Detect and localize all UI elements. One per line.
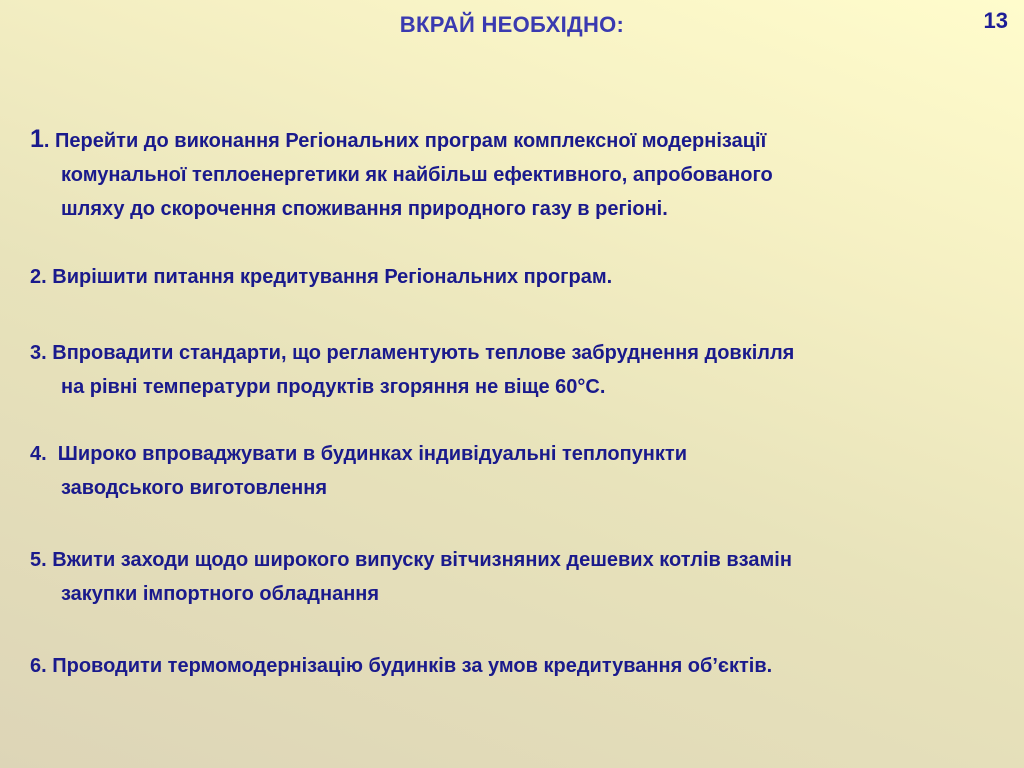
list-item-4: [30, 437, 1014, 505]
list-item-1: [30, 122, 1014, 226]
list-item-line: [30, 336, 1014, 370]
list-item-text: Вжити заходи щодо широкого випуску вітчизняних дешевих котлів взамін: [46, 549, 792, 571]
slide-number: 13: [983, 8, 1008, 33]
list-item-line: [30, 543, 1014, 577]
list-item-line: [30, 260, 1014, 294]
list-item-number: 6.: [30, 655, 47, 677]
list-item-line: шляху до скорочення споживання природного газу в регіоні.: [61, 198, 668, 220]
list-item-line: [30, 649, 1014, 683]
list-item-number: 1: [30, 125, 44, 153]
list-item-number: 5.: [30, 549, 47, 571]
list-item-3: [30, 336, 1014, 404]
list-item-text: Впровадити стандарти, що регламентують теплове забруднення довкілля: [46, 342, 795, 364]
list-item-line: на рівні температури продуктів згоряння не віще 60°С.: [61, 376, 606, 398]
list-item-2: [30, 260, 1014, 294]
list-item-6: [30, 649, 1014, 683]
list-item-text: . Перейти до виконання Регіональних програм комплексної модернізації: [43, 130, 767, 152]
list-item-line: закупки імпортного обладнання: [61, 583, 380, 605]
list-item-text: Проводити термомодернізацію будинків за умов кредитування об’єктів.: [46, 655, 773, 677]
list-item-line: комунальної теплоенергетики як найбільш ефективного, апробованого: [61, 164, 773, 186]
list-item-line: заводського виготовлення: [61, 477, 327, 499]
list-item-line: [30, 122, 1014, 158]
list-item-text: Вирішити питання кредитування Регіональних програм.: [46, 266, 613, 288]
list-item-number: 2.: [30, 266, 47, 288]
list-item-line: [30, 437, 1014, 471]
list-item-5: [30, 543, 1014, 611]
list-item-number: 3.: [30, 342, 47, 364]
list-item-number: 4.: [30, 443, 47, 465]
list-item-text: Широко впроваджувати в будинках індивідуальні теплопункти: [46, 443, 687, 465]
slide-title: ВКРАЙ НЕОБХІДНО:: [399, 12, 625, 37]
